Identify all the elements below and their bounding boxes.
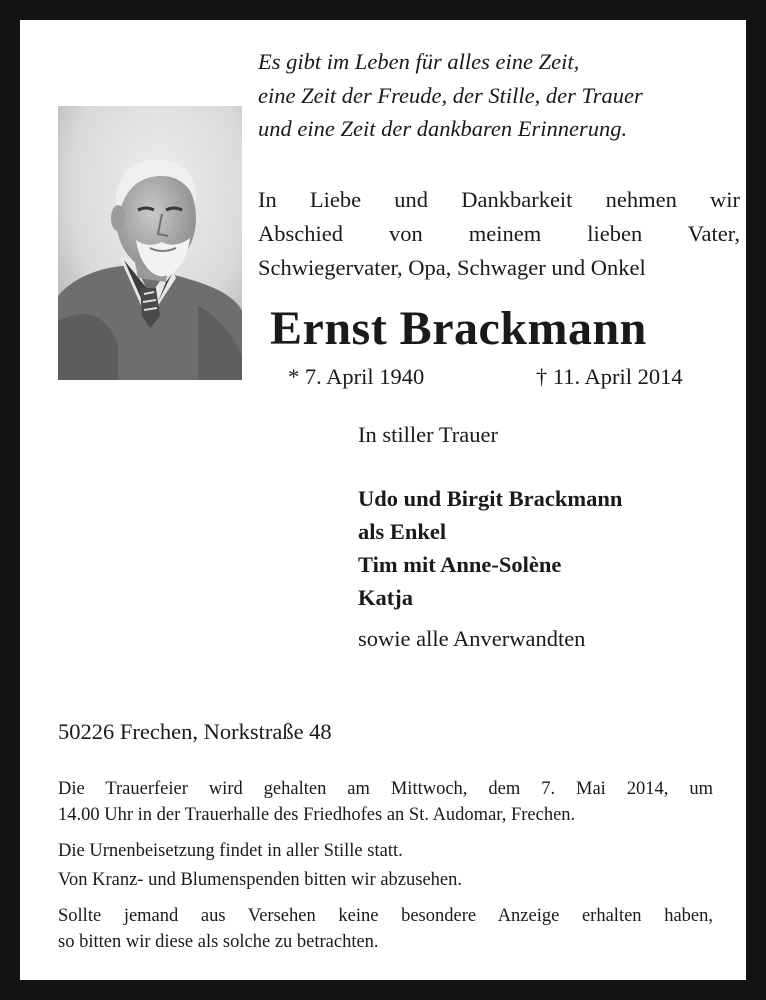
family-member: Tim mit Anne-Solène [358, 552, 562, 577]
relatives-line: sowie alle Anverwandten [358, 626, 586, 651]
farewell-line: In Liebe und Dankbarkeit nehmen wir [258, 187, 740, 212]
flowers-notice: Von Kranz- und Blumenspenden bitten wir abzusehen. [58, 870, 462, 890]
apology-notice [58, 903, 713, 955]
portrait-photo [58, 106, 242, 380]
death-date: † 11. April 2014 [536, 364, 683, 389]
obituary-notice [20, 20, 746, 980]
farewell-line: Abschied von meinem lieben Vater, [258, 221, 740, 246]
motto-line: eine Zeit der Freude, der Stille, der Trauer [258, 82, 643, 108]
motto-verse [258, 45, 718, 146]
apology-notice-line: so bitten wir diese als solche zu betrachten. [58, 932, 379, 952]
funeral-notice [58, 776, 713, 828]
apology-notice-line: Sollte jemand aus Versehen keine besondere Anzeige erhalten haben, [58, 906, 713, 926]
family-member: Udo und Birgit Brackmann [358, 486, 623, 511]
funeral-notice-line: Die Trauerfeier wird gehalten am Mittwoch, dem 7. Mai 2014, um [58, 779, 713, 799]
family-list [358, 482, 738, 614]
mourning-heading: In stiller Trauer [358, 422, 498, 447]
funeral-notice-line: 14.00 Uhr in der Trauerhalle des Friedhofes an St. Audomar, Frechen. [58, 805, 576, 825]
motto-line: Es gibt im Leben für alles eine Zeit, [258, 49, 580, 74]
farewell-text [258, 183, 740, 285]
motto-line: und eine Zeit der dankbaren Erinnerung. [258, 116, 628, 141]
deceased-name: Ernst Brackmann [270, 302, 647, 355]
birth-date: * 7. April 1940 [288, 364, 425, 389]
family-member: als Enkel [358, 519, 447, 544]
urn-burial-notice: Die Urnenbeisetzung findet in aller Stille statt. [58, 841, 403, 861]
farewell-line: Schwiegervater, Opa, Schwager und Onkel [258, 255, 646, 280]
family-member: Katja [358, 585, 413, 610]
portrait-illustration [58, 106, 242, 380]
family-address: 50226 Frechen, Norkstraße 48 [58, 719, 332, 744]
